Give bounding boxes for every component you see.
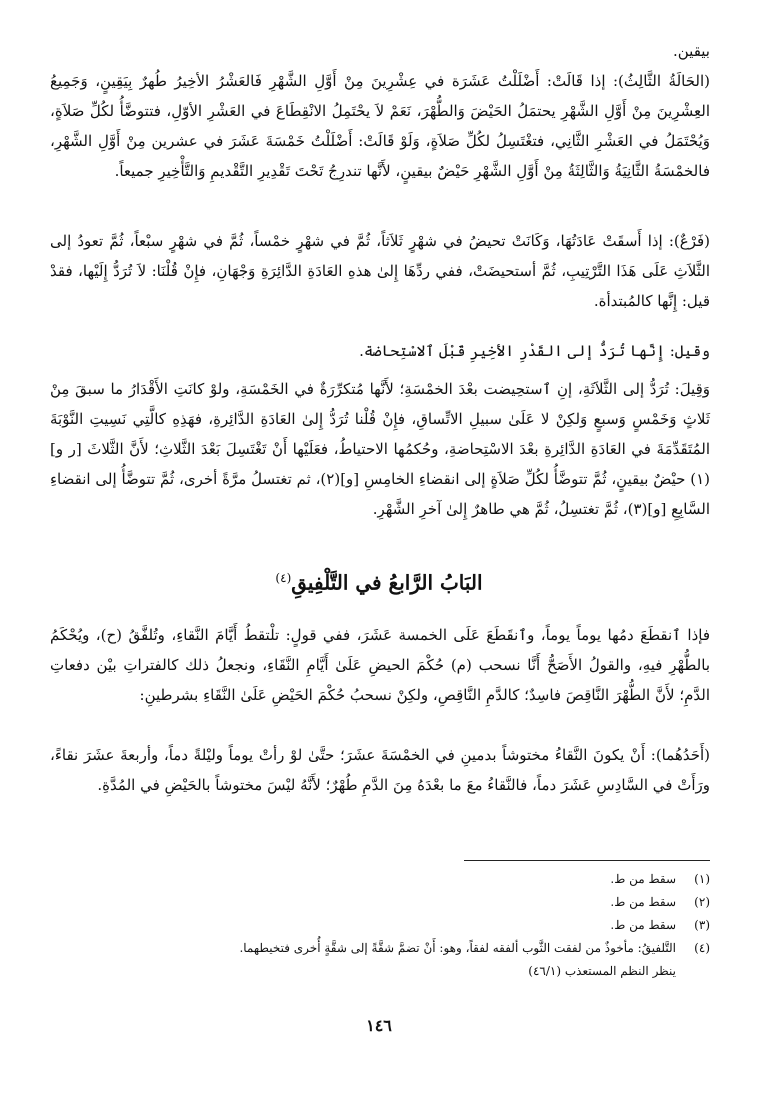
- footnote-number: (٢): [694, 895, 710, 909]
- paragraph-talfiq-intro: [50, 620, 710, 710]
- footnote-item: [50, 914, 710, 937]
- footnote-item: [50, 868, 710, 891]
- footnote-text: سقط من ط.: [610, 918, 676, 932]
- footnote-text: سقط من ط.: [610, 895, 676, 909]
- footnote-item: [50, 937, 710, 960]
- paragraph-opinion-2: [50, 374, 710, 524]
- paragraph-text: فإذا ٱنقطَعَ دمُها يوماً يوماً، وٱنقَطَعَ عَلَى الخمسة عَشَرَ، ففي قولٍ: تلْتقطُ أَيَّامَ النَّقاءِ، وتُلفَّقُ (ح)، ويُحْكَمُ بالطُّهْرِ فيهِ، والقولُ الأَصَحُّ أَنَّا نسحب (م) حُكْمَ الحيضِ عَلَىٰ أَيَّامِ النَّقَاءِ، ونجعلُ ذلك كالفتراتِ بيْن دفعاتِ الدَّمِ؛ لأَنَّ الطُّهْرَ النَّاقِصَ فاسِدٌ؛ كالدَّمِ النَّاقِصِ، ولكِنْ نسحبُ حُكْمَ الحَيْضِ عَلَىٰ النَّقَاءِ بشرطينِ:: [50, 626, 710, 704]
- footnote-text: التَّلفيقُ: مأخوذٌ من لفقت الثَّوب ألفقه لفقاً، وهو: أَنْ تضمَّ شقَّةً إلى شقَّةٍ أُخرى فتخيطهما.: [239, 941, 676, 955]
- chapter-heading: [0, 560, 758, 601]
- footnote-reference: ينظر النظم المستعذب (٤٦/١): [528, 964, 676, 978]
- footnote-divider: [464, 860, 710, 861]
- paragraph-text: (فَرْعٌ): إذا أَسقَتْ عَادَتُهَا، وَكَانَتْ تحيضُ في شهْرٍ ثَلاَثاً، ثُمَّ في شهْرٍ خمْساً، ثُمَّ في شهْرٍ سبْعاً، ثُمَّ تعودُ إلى الثَّلاَثِ عَلَى هَذَا التَّرْتِيبِ، ثُمَّ أستحيضَتْ، ففي ردِّهَا إِلىٰ هذهِ العَادَةِ الدَّائِرَةِ وَجْهَانِ، فإِنْ قُلْنَا: لاَ تُرَدُّ إِلَيْها، فقدْ قيل: إِنَّها كالمُبتدأة.: [50, 232, 710, 310]
- footnote-item: [50, 891, 710, 914]
- paragraph-branch: [50, 226, 710, 316]
- top-fragment: بيقين.: [672, 42, 710, 60]
- paragraph-text: (أَحَدُهُما): أَنْ يكونَ النَّقاءُ مختوشاً بدمينِ في الخمْسَةَ عشَرَ؛ حتَّىٰ لوْ رأتْ يوماً وليْلةً دماً، وأربعةَ عشَرَ نقاءً، ورَأَتْ في السَّادِسِ عَشَرَ دماً، فالنَّقاءُ معَ ما بعْدَهُ مِنَ الدَّمِ طُهْرٌ؛ لأَنَّهُ ليْسَ مختوشاً بالحَيْضِ في المُدَّةِ.: [50, 746, 710, 794]
- paragraph-text: (الحَالَةُ الثَّالِثُ): إذا قَالَتْ: أَضْلَلْتُ عَشَرَة في عِشْرِينَ مِنْ أَوَّلِ الشَّهْرِ فَالعَشْرُ الأخِيرُ طُهرٌ بِيَقِينٍ، وَجَمِيعُ العِشْرِينَ مِنْ أَوَّلِ الشَّهْرِ يحتمَلُ الحَيْضَ وَالطُّهْرَ، نَعَمْ لاَ يحْتَمِلُ الانْقِطَاعَ في العَشْرِ الأوّلِ، فتتوضَّأُ لكُلِّ صَلاَةٍ، وَيُحْتَمَلُ في العَشْرِ الثَّانِي، فتغْتَسِلُ لكُلِّ صَلاَةٍ، وَلَوْ قَالَتْ: أَضْلَلْتُ خَمْسَةَ عَشَرَ في عشرين مِنْ أَوَّلِ الشَّهْرِ، فالخمْسَةُ الثَّانِيَةُ وَالثَّالِثَةُ مِنْ أَوَّلِ الشَّهْرِ حَيْضٌ بيقينٍ، لأَنَّها تندرِجُ تَحْتَ تَقْدِيرِ التَّقْديمِ وَالتَّأْخِيرِ جميعاً.: [50, 72, 710, 180]
- footnote-number: (١): [694, 872, 710, 886]
- footnotes: [50, 868, 710, 983]
- paragraph-third-case: [50, 66, 710, 186]
- paragraph-text: وَقِيلَ: تُرَدُّ إلى الثَّلاَثَةِ، إنِ ٱستحِيضت بعْدَ الخمْسَةِ؛ لأَنَّها مُتكرِّرَةٌ في الخَمْسَةِ، ولوْ كانَتِ الأَقْدَارُ ما سبقَ مِنْ ثَلاثٍ وَخَمْسٍ وَسبعٍ وَلكِنْ لا عَلَىٰ سبيلِ الاتِّساقِ، فإِنْ قُلْنا تُرَدُّ إِلىٰ العَادَةِ الدَّائِرةِ، فهَذِهِ كالَّتِي نَسِيتِ النَّوْبَةَ المُتَقَدِّمَةَ في العَادَةِ الدَّائِرةِ بعْدَ الاسْتِحاضةِ، وحُكمُها الاحتياطُ، فعَلَيْها أَنْ تَغْتَسِلَ بَعْدَ الثَّلاثِ؛ لأَنَّ الثَّلاثَ [ر و](١) حيْضٌ بيقينٍ، ثُمَّ تتوضَّأُ لكُلِّ صَلاَةٍ إلى انقضاءِ الخامِسِ [و](٢)، ثم تغتسلُ مرَّةً أخرى، ثُمَّ تتوضَّأُ إلى انقضاءِ السَّابِعِ [و](٣)، ثُمَّ تغتسِلُ، ثُمَّ هي طاهرٌ إِلىٰ آخرِ الشَّهْرِ.: [50, 380, 710, 518]
- paragraph-first-condition: [50, 740, 710, 800]
- footnote-number: (٣): [694, 918, 710, 932]
- footnote-number: (٤): [694, 941, 710, 955]
- paragraph-text: وقيل: إِنَّها تُرَدُّ إلى القَدْرِ الأخِيرِ قَبْلَ ٱلاسْتِحاضة.: [359, 342, 710, 360]
- continuation-line: [50, 36, 710, 66]
- heading-footnote-marker: (٤): [275, 571, 292, 585]
- paragraph-opinion-1: [50, 336, 710, 366]
- heading-title: البَابُ الرَّابعُ في التَّلْفِيقِ: [291, 570, 483, 595]
- footnote-text: سقط من ط.: [610, 872, 676, 886]
- page-number: ١٤٦: [366, 1016, 392, 1035]
